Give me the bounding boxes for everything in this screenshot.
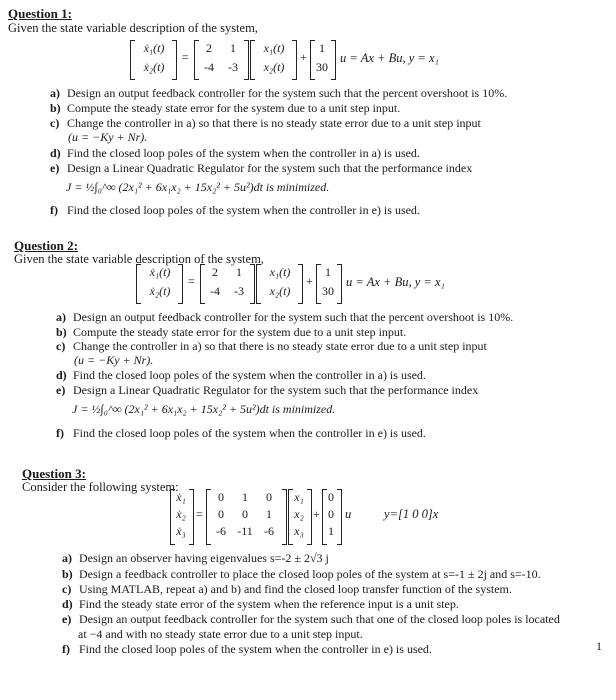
q2-lhs-2: ẋ₂(t) [149, 284, 171, 298]
q3-a13: 0 [266, 490, 272, 504]
q3-a22: 0 [242, 507, 248, 521]
q3-item-c: c) Using MATLAB, repeat a) and b) and find the closed loop transfer function of the system. [62, 582, 512, 596]
q1-x-1: x₁(t) [263, 41, 285, 55]
q1-title: Question 1: [8, 6, 72, 21]
q2-x-2: x₂(t) [269, 284, 291, 298]
q2-item-c-cont: (u = −Ky + Nr). [74, 353, 154, 367]
q3-b2: 0 [328, 507, 334, 521]
q2-lhs-1: ẋ₁(t) [149, 265, 171, 279]
q3-a31: -6 [216, 524, 226, 538]
q3-item-d: d) Find the steady state error of the system when the reference input is a unit step. [62, 597, 459, 611]
q3-x-2: x₂ [294, 507, 304, 521]
q2-item-c: c) Change the controller in a) so that there is no steady state error due to a unit step input [56, 339, 487, 353]
q3-a33: -6 [264, 524, 274, 538]
q3-a11: 0 [218, 490, 224, 504]
q3-b1: 0 [328, 490, 334, 504]
q1-eq-rest: u = Ax + Bu, y = x₁ [340, 51, 439, 65]
q1-item-a: a) Design an output feedback controller for the system such that the percent overshoot is 10%. [50, 86, 508, 100]
q1-item-b: b) Compute the steady state error for the system due to a unit step input. [50, 101, 401, 115]
q1-item-f: f) Find the closed loop poles of the system when the controller in e) is used. [50, 203, 420, 217]
q3-item-e: e) Design an output feedback controller for the system such that one of the closed loop poles is located [62, 612, 560, 626]
q2-a11: 2 [212, 265, 218, 279]
q1-b2: 30 [316, 60, 328, 74]
q3-item-b: b) Design a feedback controller to place the closed loop poles of the system at s=-1 ± 2j and s=-10. [62, 567, 541, 581]
q3-item-a: a) Design an observer having eigenvalues s=-2 ± 2√3 j [62, 551, 329, 565]
q3-a12: 1 [242, 490, 248, 504]
q2-x-1: x₁(t) [269, 265, 291, 279]
q2-performance-index: J = ½∫₀^∞ (2x₁² + 6x₁x₂ + 15x₂² + 5u²)dt is minimized. [72, 402, 336, 416]
q3-x-3: x₃ [294, 524, 304, 538]
q2-eq-rest: u = Ax + Bu, y = x₁ [346, 275, 445, 289]
q3-b3: 1 [328, 524, 334, 538]
page-number: 1 [596, 639, 602, 653]
q3-u: u [345, 507, 352, 521]
q3-item-f: f) Find the closed loop poles of the system when the controller in e) is used. [62, 642, 432, 656]
q2-a21: -4 [210, 284, 220, 298]
q2-intro: Given the state variable description of the system, [14, 252, 264, 266]
q2-a12: 1 [236, 265, 242, 279]
q3-output-eq: y=[1 0 0]x [384, 507, 439, 521]
q1-item-e: e) Design a Linear Quadratic Regulator for the system such that the performance index [50, 161, 473, 175]
q2-item-e: e) Design a Linear Quadratic Regulator for the system such that the performance index [56, 383, 479, 397]
q2-item-a: a) Design an output feedback controller for the system such that the percent overshoot is 10%. [56, 310, 514, 324]
q1-item-c: c) Change the controller in a) so that there is no steady state error due to a unit step input [50, 116, 481, 130]
q2-item-b: b) Compute the steady state error for the system due to a unit step input. [56, 325, 407, 339]
q2-item-d: d) Find the closed loop poles of the system when the controller in a) is used. [56, 368, 426, 382]
q2-a22: -3 [234, 284, 244, 298]
q1-a12: 1 [230, 41, 236, 55]
q3-lhs-3: ẋ₃ [176, 524, 186, 538]
q1-x-2: x₂(t) [263, 60, 285, 74]
q2-title: Question 2: [14, 238, 78, 253]
q1-item-d: d) Find the closed loop poles of the system when the controller in a) is used. [50, 146, 420, 160]
q3-x-1: x₁ [294, 490, 304, 504]
q3-lhs-2: ẋ₂ [176, 507, 186, 521]
q3-intro: Consider the following system: [22, 480, 179, 494]
q1-a21: -4 [204, 60, 214, 74]
q2-b1: 1 [325, 265, 331, 279]
q3-item-e-cont: at −4 and with no steady state error due to a unit step input. [78, 627, 363, 641]
q1-a22: -3 [228, 60, 238, 74]
q3-a23: 1 [266, 507, 272, 521]
q1-b1: 1 [319, 41, 325, 55]
q3-lhs-1: ẋ₁ [176, 490, 186, 504]
q1-lhs-1: ẋ₁(t) [143, 41, 165, 55]
q1-item-c-cont: (u = −Ky + Nr). [68, 130, 148, 144]
q1-performance-index: J = ½∫₀^∞ (2x₁² + 6x₁x₂ + 15x₂² + 5u²)dt is minimized. [66, 180, 330, 194]
q3-a21: 0 [218, 507, 224, 521]
q3-title: Question 3: [22, 466, 86, 481]
q2-b2: 30 [322, 284, 334, 298]
q1-lhs-2: ẋ₂(t) [143, 60, 165, 74]
document-page: Question 1: Given the state variable description of the system, ẋ₁(t) ẋ₂(t) = 2 1 -4 -3 x₁(t) x₂(t) + 1 30 u = Ax + Bu, y = x₁ a) Design an output feedback controller for the system such that the percent overshoot is 10%. b) Compute the steady state error for the system due to a unit step input. c) Change the controller in a) so that there is no steady state error due to a unit step input (u = −Ky + Nr). d) Find the closed loop poles of the system when the controller in a) is used. e) Design a Linear Quadratic Regulator for the system such that the performance index J = ½∫₀^∞ (2x₁² + 6x₁x₂ + 15x₂² + 5u²)dt is minimized. f) Find the closed loop poles of the system when the controller in e) is used. Question 2: Given the state variable description of the system, ẋ₁(t) ẋ₂(t) = 2 1 -4 -3 x₁(t) x₂(t) + 1 30 u = Ax + Bu, y = x₁ a) Design an output feedback controller for the system such that the percent overshoot is 10%. b) Compute the steady state error for the system due to a unit step input. c) Change the controller in a) so that there is no steady state error due to a unit step input (u = −Ky + Nr). d) Find the closed loop poles of the system when the controller in a) is used. e) Design a Linear Quadratic Regulator for the system such that the performance index J = ½∫₀^∞ (2x₁² + 6x₁x₂ + 15x₂² + 5u²)dt is minimized. f) Find the closed loop poles of the system when the controller in e) is used. Question 3: Consider the following system: ẋ₁ ẋ₂ ẋ₃ = 0 1 0 0 0 1 -6 -11 -6 x₁ x₂ x₃ + 0 0 1 u y=[1 0 0]x a) Design an observer having eigenvalues s=-2 ± 2√3 j b) Design a feedback controller to place the closed loop poles of the system at s=-1 ± 2j and s=-10. c) Using MATLAB, repeat a) and b) and find the closed loop transfer function of the system. d) Find the steady state error of the system when the reference input is a unit step. e) Design an output feedback controller for the system such that one of the closed loop poles is located at −4 and with no steady state error due to a unit step input. f) Find the closed loop poles of the system when the controller in e) is used. 1 [8, 6, 602, 656]
q2-item-f: f) Find the closed loop poles of the system when the controller in e) is used. [56, 426, 426, 440]
q1-intro: Given the state variable description of the system, [8, 21, 258, 35]
q3-a32: -11 [237, 524, 253, 538]
q1-a11: 2 [206, 41, 212, 55]
